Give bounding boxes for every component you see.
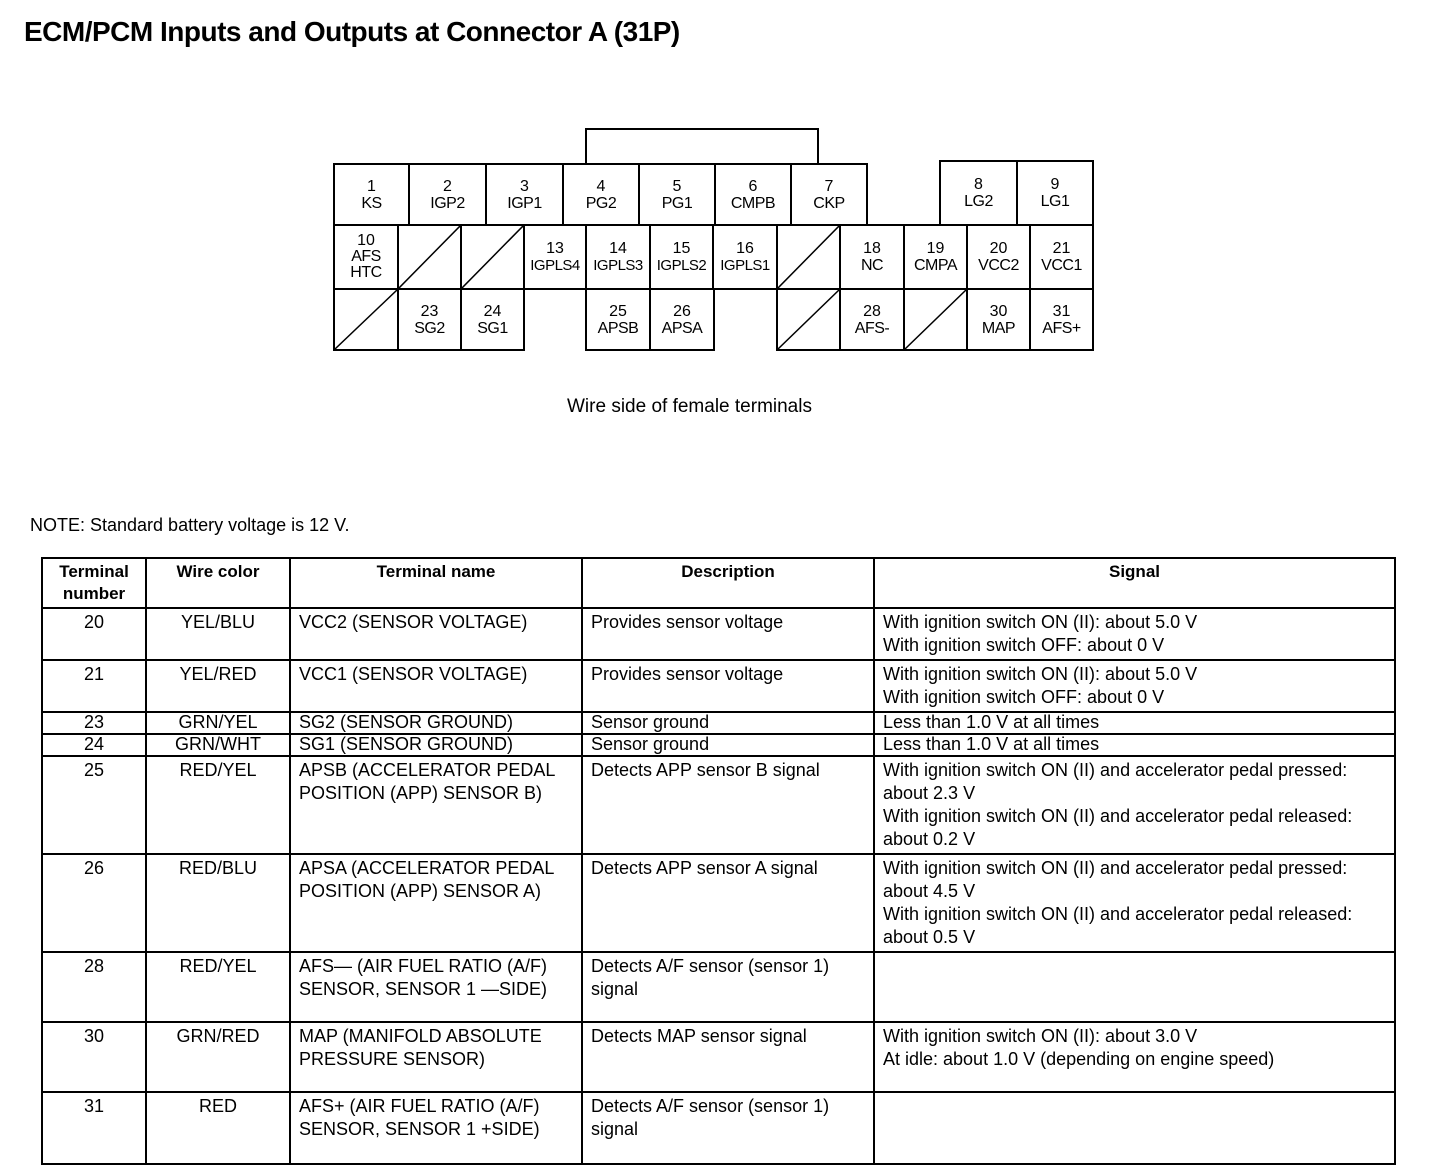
terminal-22-blank [333, 288, 399, 351]
cell-description: Detects APP sensor A signal [582, 854, 874, 952]
cell-signal [874, 1022, 1395, 1092]
terminal-3: 3 IGP1 [485, 163, 564, 226]
terminal-15: 15 IGPLS2 [649, 224, 714, 290]
signal-line: With ignition switch ON (II) and accelerator pedal pressed: about 2.3 V [883, 760, 1348, 803]
table-body [42, 608, 1395, 1164]
terminal-25: 25 APSB [585, 288, 651, 351]
cell-description: Sensor ground [582, 734, 874, 756]
terminal-8: 8 LG2 [939, 160, 1018, 226]
terminal-5: 5 PG1 [638, 163, 716, 226]
cell-wire-color: GRN/RED [146, 1022, 290, 1092]
cell-signal [874, 854, 1395, 952]
cell-terminal-name: AFS+ (AIR FUEL RATIO (A/F) SENSOR, SENSOR 1 +SIDE) [290, 1092, 582, 1164]
cell-signal [874, 660, 1395, 712]
cell-signal [874, 756, 1395, 854]
terminal-31: 31 AFS+ [1029, 288, 1094, 351]
cell-terminal: 23 [42, 712, 146, 734]
terminal-30: 30 MAP [966, 288, 1031, 351]
header-description: Description [582, 558, 874, 608]
signal-line: With ignition switch OFF: about 0 V [883, 635, 1165, 655]
terminal-26: 26 APSA [649, 288, 715, 351]
cell-terminal-name: SG2 (SENSOR GROUND) [290, 712, 582, 734]
terminal-23: 23 SG2 [397, 288, 462, 351]
cell-description: Sensor ground [582, 712, 874, 734]
cell-terminal-name: APSB (ACCELERATOR PEDAL POSITION (APP) SENSOR B) [290, 756, 582, 854]
terminal-14: 14 IGPLS3 [585, 224, 651, 290]
signal-line: With ignition switch ON (II): about 5.0 V [883, 612, 1198, 632]
cell-terminal-name: VCC2 (SENSOR VOLTAGE) [290, 608, 582, 660]
cell-description: Provides sensor voltage [582, 660, 874, 712]
terminal-10: 10 AFS HTC [333, 224, 399, 290]
table-row [42, 734, 1395, 756]
terminal-20: 20 VCC2 [966, 224, 1031, 290]
cell-signal [874, 712, 1395, 734]
table-row [42, 854, 1395, 952]
cell-terminal-name: AFS— (AIR FUEL RATIO (A/F) SENSOR, SENSOR 1 —SIDE) [290, 952, 582, 1022]
table-row [42, 608, 1395, 660]
cell-terminal: 25 [42, 756, 146, 854]
cell-terminal: 20 [42, 608, 146, 660]
terminal-9: 9 LG1 [1016, 160, 1094, 226]
cell-wire-color: RED [146, 1092, 290, 1164]
terminal-17-blank [776, 224, 841, 290]
signal-line: Less than 1.0 V at all times [883, 734, 1100, 754]
terminal-2: 2 IGP2 [408, 163, 487, 226]
cell-terminal: 31 [42, 1092, 146, 1164]
cell-description: Detects APP sensor B signal [582, 756, 874, 854]
cell-description: Provides sensor voltage [582, 608, 874, 660]
cell-terminal-name: SG1 (SENSOR GROUND) [290, 734, 582, 756]
cell-signal [874, 1092, 1395, 1164]
terminal-1: 1 KS [333, 163, 410, 226]
cell-wire-color: GRN/YEL [146, 712, 290, 734]
cell-terminal-name: VCC1 (SENSOR VOLTAGE) [290, 660, 582, 712]
table-row [42, 756, 1395, 854]
cell-terminal-name: MAP (MANIFOLD ABSOLUTE PRESSURE SENSOR) [290, 1022, 582, 1092]
terminal-21: 21 VCC1 [1029, 224, 1094, 290]
signal-line: With ignition switch OFF: about 0 V [883, 687, 1165, 707]
terminal-16: 16 IGPLS1 [712, 224, 778, 290]
terminal-27-blank [776, 288, 841, 351]
cell-wire-color: YEL/BLU [146, 608, 290, 660]
cell-signal [874, 952, 1395, 1022]
terminal-11-blank [397, 224, 462, 290]
terminal-29-blank [903, 288, 968, 351]
cell-description: Detects A/F sensor (sensor 1) signal [582, 1092, 874, 1164]
table-row [42, 952, 1395, 1022]
table-row [42, 660, 1395, 712]
connector-latch [585, 128, 819, 164]
cell-signal [874, 734, 1395, 756]
cell-wire-color: RED/YEL [146, 756, 290, 854]
cell-terminal: 30 [42, 1022, 146, 1092]
table-row [42, 1022, 1395, 1092]
cell-description: Detects A/F sensor (sensor 1) signal [582, 952, 874, 1022]
cell-terminal: 28 [42, 952, 146, 1022]
terminal-24: 24 SG1 [460, 288, 525, 351]
cell-wire-color: GRN/WHT [146, 734, 290, 756]
header-terminal-number: Terminal number [42, 558, 146, 608]
io-table [41, 557, 1396, 1165]
terminal-12-blank [460, 224, 525, 290]
terminal-28: 28 AFS- [839, 288, 905, 351]
signal-line: With ignition switch ON (II) and accelerator pedal released: about 0.2 V [883, 806, 1353, 849]
signal-line: With ignition switch ON (II) and accelerator pedal pressed: about 4.5 V [883, 858, 1348, 901]
table-header-row [42, 558, 1395, 608]
cell-wire-color: RED/YEL [146, 952, 290, 1022]
cell-description: Detects MAP sensor signal [582, 1022, 874, 1092]
signal-line: At idle: about 1.0 V (depending on engine speed) [883, 1049, 1275, 1069]
page-title: ECM/PCM Inputs and Outputs at Connector A (31P) [24, 16, 680, 47]
cell-wire-color: YEL/RED [146, 660, 290, 712]
terminal-18: 18 NC [839, 224, 905, 290]
signal-line: Less than 1.0 V at all times [883, 712, 1100, 732]
table-row [42, 1092, 1395, 1164]
signal-line: With ignition switch ON (II): about 3.0 V [883, 1026, 1198, 1046]
terminal-7: 7 CKP [790, 163, 868, 226]
cell-terminal: 24 [42, 734, 146, 756]
note-text: NOTE: Standard battery voltage is 12 V. [30, 515, 350, 535]
cell-terminal-name: APSA (ACCELERATOR PEDAL POSITION (APP) SENSOR A) [290, 854, 582, 952]
signal-line: With ignition switch ON (II) and accelerator pedal released: about 0.5 V [883, 904, 1353, 947]
terminal-6: 6 CMPB [714, 163, 792, 226]
signal-line: With ignition switch ON (II): about 5.0 V [883, 664, 1198, 684]
header-terminal-name: Terminal name [290, 558, 582, 608]
cell-terminal: 26 [42, 854, 146, 952]
header-wire-color: Wire color [146, 558, 290, 608]
terminal-4: 4 PG2 [562, 163, 640, 226]
diagram-caption: Wire side of female terminals [567, 396, 812, 417]
terminal-19: 19 CMPA [903, 224, 968, 290]
cell-signal [874, 608, 1395, 660]
table-row [42, 712, 1395, 734]
terminal-13: 13 IGPLS4 [523, 224, 587, 290]
cell-wire-color: RED/BLU [146, 854, 290, 952]
header-signal: Signal [874, 558, 1395, 608]
cell-terminal: 21 [42, 660, 146, 712]
